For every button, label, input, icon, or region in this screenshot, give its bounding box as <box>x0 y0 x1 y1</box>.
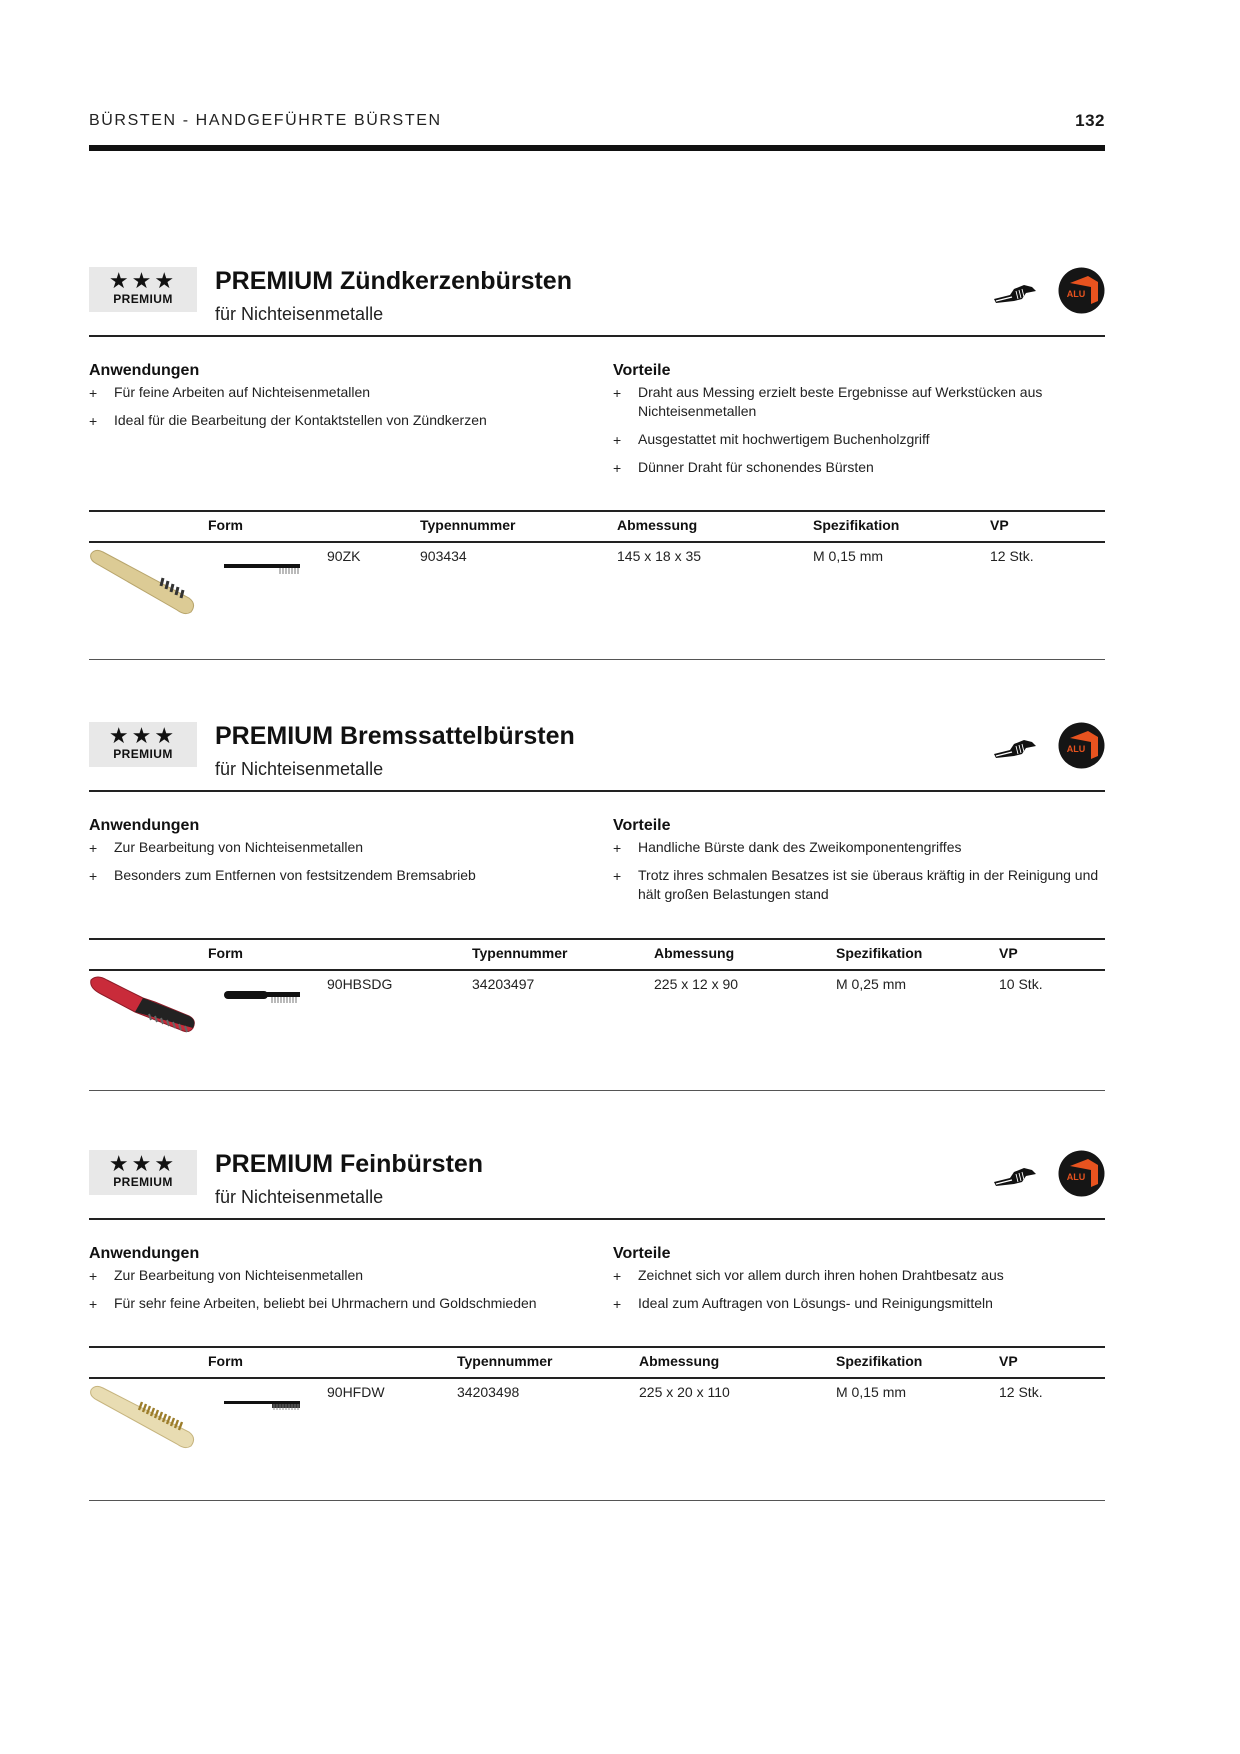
cell-vp: 12 Stk. <box>990 548 1034 564</box>
list-item: + Draht aus Messing erzielt beste Ergebnisse auf Werkstücken aus Nichteisenmetallen <box>613 384 1043 419</box>
advantages-heading: Vorteile <box>613 1245 671 1262</box>
list-item: + Trotz ihres schmalen Besatzes ist sie überaus kräftig in der Reinigung und hält großen Belastungen stand <box>613 867 1099 902</box>
cell-spec: M 0,15 mm <box>836 1384 907 1400</box>
hand-brush-icon <box>992 732 1038 762</box>
header-form: Form <box>208 517 243 533</box>
premium-label: PREMIUM <box>113 747 173 761</box>
plus-icon: + <box>613 385 622 401</box>
plus-icon: + <box>613 460 622 476</box>
advantages-heading: Vorteile <box>613 362 671 379</box>
header-spec: Spezifikation <box>836 945 923 961</box>
section-rule <box>89 1218 1105 1220</box>
premium-label: PREMIUM <box>113 292 173 306</box>
applications-heading: Anwendungen <box>89 817 200 834</box>
cell-spec: M 0,15 mm <box>813 548 884 564</box>
plus-icon: + <box>613 1296 622 1312</box>
header-type: Typennummer <box>457 1353 553 1369</box>
header-type: Typennummer <box>420 517 516 533</box>
section-rule <box>89 335 1105 337</box>
cell-dim: 145 x 18 x 35 <box>617 548 702 564</box>
premium-badge <box>89 267 197 312</box>
cell-spec: M 0,25 mm <box>836 976 907 992</box>
list-item: + Dünner Draht für schonendes Bürsten <box>613 459 874 476</box>
section-title: PREMIUM Bremssattelbürsten <box>215 722 575 750</box>
premium-label: PREMIUM <box>113 1175 173 1189</box>
list-item: + Für feine Arbeiten auf Nichteisenmetallen <box>89 384 371 401</box>
header-title: BÜRSTEN - HANDGEFÜHRTE BÜRSTEN <box>89 112 442 129</box>
cell-vp: 10 Stk. <box>999 976 1043 992</box>
plus-icon: + <box>89 1268 98 1284</box>
stars-icon: ★★★ <box>108 268 178 293</box>
premium-badge <box>89 722 197 767</box>
applications-list <box>89 838 589 894</box>
brush-photo <box>89 974 199 1046</box>
list-item: + Ideal zum Auftragen von Lösungs- und Reinigungsmitteln <box>613 1295 993 1312</box>
section-rule <box>89 790 1105 792</box>
header-dim: Abmessung <box>654 945 735 961</box>
advantages-list <box>613 1266 1105 1322</box>
section-subtitle: für Nichteisenmetalle <box>215 1187 384 1207</box>
plus-icon: + <box>613 432 622 448</box>
list-item: + Zur Bearbeitung von Nichteisenmetallen <box>89 839 364 856</box>
list-item: + Besonders zum Entfernen von festsitzendem Bremsabrieb <box>89 867 476 884</box>
stars-icon: ★★★ <box>108 1151 178 1176</box>
header-vp: VP <box>990 517 1009 533</box>
section-title: PREMIUM Feinbürsten <box>215 1150 484 1178</box>
list-item: + Ausgestattet mit hochwertigem Buchenholzgriff <box>613 431 930 448</box>
applications-heading: Anwendungen <box>89 1245 200 1262</box>
cell-dim: 225 x 20 x 110 <box>639 1384 730 1400</box>
plus-icon: + <box>613 840 622 856</box>
header-rule <box>89 145 1105 151</box>
applications-list <box>89 383 589 439</box>
section-subtitle: für Nichteisenmetalle <box>215 759 384 779</box>
cell-form: 90HBSDG <box>327 976 393 992</box>
cell-type: 34203498 <box>457 1384 520 1400</box>
cell-type: 34203497 <box>472 976 535 992</box>
header-spec: Spezifikation <box>836 1353 923 1369</box>
plus-icon: + <box>613 868 622 884</box>
cell-form: 90HFDW <box>327 1384 385 1400</box>
stars-icon: ★★★ <box>108 723 178 748</box>
list-item: + Für sehr feine Arbeiten, beliebt bei Uhrmachern und Goldschmieden <box>89 1295 537 1312</box>
header-type: Typennummer <box>472 945 568 961</box>
plus-icon: + <box>613 1268 622 1284</box>
advantages-list <box>613 383 1105 486</box>
plus-icon: + <box>89 413 98 429</box>
plus-icon: + <box>89 840 98 856</box>
alu-label: ALU <box>1066 1172 1086 1182</box>
cell-form: 90ZK <box>327 548 361 564</box>
plus-icon: + <box>89 385 98 401</box>
header-spec: Spezifikation <box>813 517 900 533</box>
header-dim: Abmessung <box>617 517 698 533</box>
plus-icon: + <box>89 868 98 884</box>
cell-type: 903434 <box>420 548 467 564</box>
page-header <box>89 112 1105 152</box>
header-vp: VP <box>999 1353 1018 1369</box>
brush-profile <box>224 984 304 1008</box>
premium-badge <box>89 1150 197 1195</box>
list-item: + Handliche Bürste dank des Zweikomponentengriffes <box>613 839 962 856</box>
applications-list <box>89 1266 589 1322</box>
brush-profile <box>224 556 304 580</box>
cell-dim: 225 x 12 x 90 <box>654 976 739 992</box>
list-item: + Ideal für die Bearbeitung der Kontaktstellen von Zündkerzen <box>89 412 487 429</box>
brush-photo <box>89 546 199 618</box>
alu-label: ALU <box>1066 289 1086 299</box>
hand-brush-icon <box>992 277 1038 307</box>
plus-icon: + <box>89 1296 98 1312</box>
advantages-heading: Vorteile <box>613 817 671 834</box>
applications-heading: Anwendungen <box>89 362 200 379</box>
header-form: Form <box>208 1353 243 1369</box>
hand-brush-icon <box>992 1160 1038 1190</box>
page-number: 132 <box>1075 111 1105 130</box>
list-item: + Zur Bearbeitung von Nichteisenmetallen <box>89 1267 364 1284</box>
header-dim: Abmessung <box>639 1353 720 1369</box>
section-title: PREMIUM Zündkerzenbürsten <box>215 267 572 295</box>
brush-photo <box>89 1382 199 1454</box>
header-form: Form <box>208 945 243 961</box>
alu-label: ALU <box>1066 744 1086 754</box>
alu-material-icon <box>1058 1150 1105 1197</box>
alu-material-icon <box>1058 267 1105 314</box>
header-vp: VP <box>999 945 1018 961</box>
cell-vp: 12 Stk. <box>999 1384 1043 1400</box>
brush-profile <box>224 1392 304 1416</box>
alu-material-icon <box>1058 722 1105 769</box>
advantages-list <box>613 838 1105 913</box>
list-item: + Zeichnet sich vor allem durch ihren hohen Drahtbesatz aus <box>613 1267 1004 1284</box>
section-subtitle: für Nichteisenmetalle <box>215 304 384 324</box>
